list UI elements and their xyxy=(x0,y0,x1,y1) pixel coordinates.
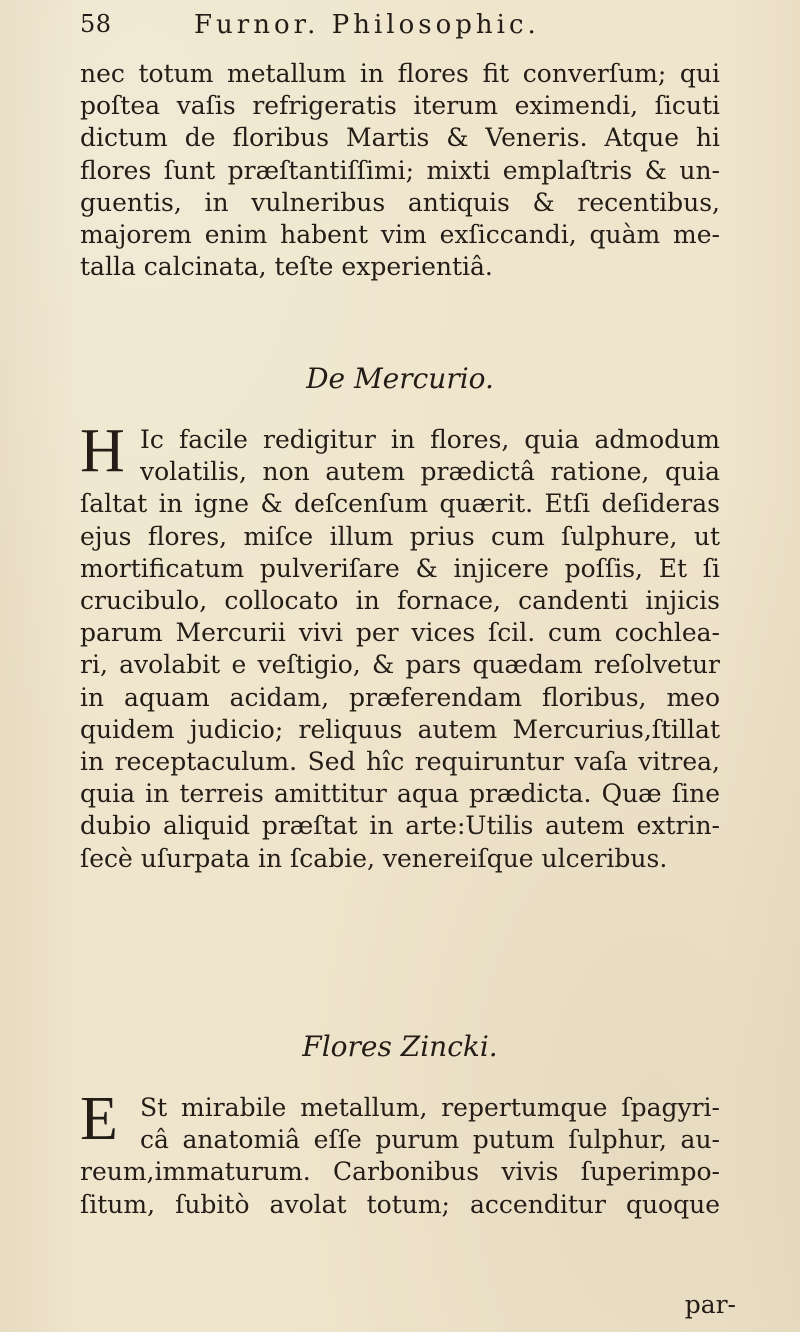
drop-cap: H xyxy=(80,417,125,485)
paragraph-flores-metallorum xyxy=(80,58,720,283)
text-line: dubio aliquid præſtat in arte:Utilis autem extrin- xyxy=(80,811,720,841)
section-heading-flores-zincki: Flores Zincki. xyxy=(302,1030,498,1063)
paragraph-de-mercurio xyxy=(80,424,720,875)
drop-cap: E xyxy=(80,1085,118,1153)
catchword: par- xyxy=(684,1290,736,1319)
text-line: quidem judicio; reliquus autem Mercurius,ſtillat xyxy=(80,714,720,744)
text-line: Ic facile redigitur in flores, quia admodum xyxy=(140,425,720,454)
text-line: ejus flores, miſce illum prius cum ſulphure, ut xyxy=(80,521,720,551)
page-number: 58 xyxy=(80,10,112,38)
text-line: talla calcinata, teſte experientiâ. xyxy=(80,252,493,282)
text-line: mortificatum pulveriſare & injicere poſſis, Et ſi xyxy=(80,553,720,583)
page-header xyxy=(80,10,720,54)
text-line: guentis, in vulneribus antiquis & recentibus, xyxy=(80,187,720,217)
text-line: ſitum, ſubitò avolat totum; accenditur quoque xyxy=(80,1189,720,1219)
text-line: câ anatomiâ eſſe purum putum ſulphur, au- xyxy=(140,1125,720,1155)
text-line: in aquam acidam, præferendam floribus, meo xyxy=(80,682,720,712)
paragraph-flores-zincki xyxy=(80,1092,720,1221)
text-line: reum,immaturum. Carbonibus vivis ſuperimpo- xyxy=(80,1157,720,1187)
text-line: dictum de floribus Martis & Veneris. Atque hi xyxy=(80,123,720,153)
text-line: volatilis, non autem prædictâ ratione, quia xyxy=(140,457,720,487)
text-line: parum Mercurii vivi per vices ſcil. cum cochlea- xyxy=(80,618,720,648)
text-line: ſecè uſurpata in ſcabie, venereiſque ulceribus. xyxy=(80,843,668,873)
text-line: quia in terreis amittitur aqua prædicta. Quæ ſine xyxy=(80,779,720,809)
text-line: ri, avolabit e veſtigio, & pars quædam reſolvetur xyxy=(80,650,720,680)
text-line: majorem enim habent vim exſiccandi, quàm me- xyxy=(80,220,720,250)
text-line: poſtea vaſis refrigeratis iterum eximendi, ſicuti xyxy=(80,91,720,121)
text-line: nec totum metallum in flores fit converſum; qui xyxy=(80,59,720,88)
section-heading-de-mercurio: De Mercurio. xyxy=(306,362,494,395)
text-line: in receptaculum. Sed hîc requiruntur vaſa vitrea, xyxy=(80,747,720,777)
running-title: Furnor. Philosophic. xyxy=(194,10,540,40)
text-line: flores ſunt præſtantiſſimi; mixti emplaſtris & un- xyxy=(80,155,720,185)
text-line: St mirabile metallum, repertumque ſpagyri- xyxy=(140,1093,720,1122)
text-line: crucibulo, collocato in fornace, candenti injicis xyxy=(80,586,720,616)
text-line: ſaltat in igne & deſcenſum quærit. Etſi deſideras xyxy=(80,489,720,519)
